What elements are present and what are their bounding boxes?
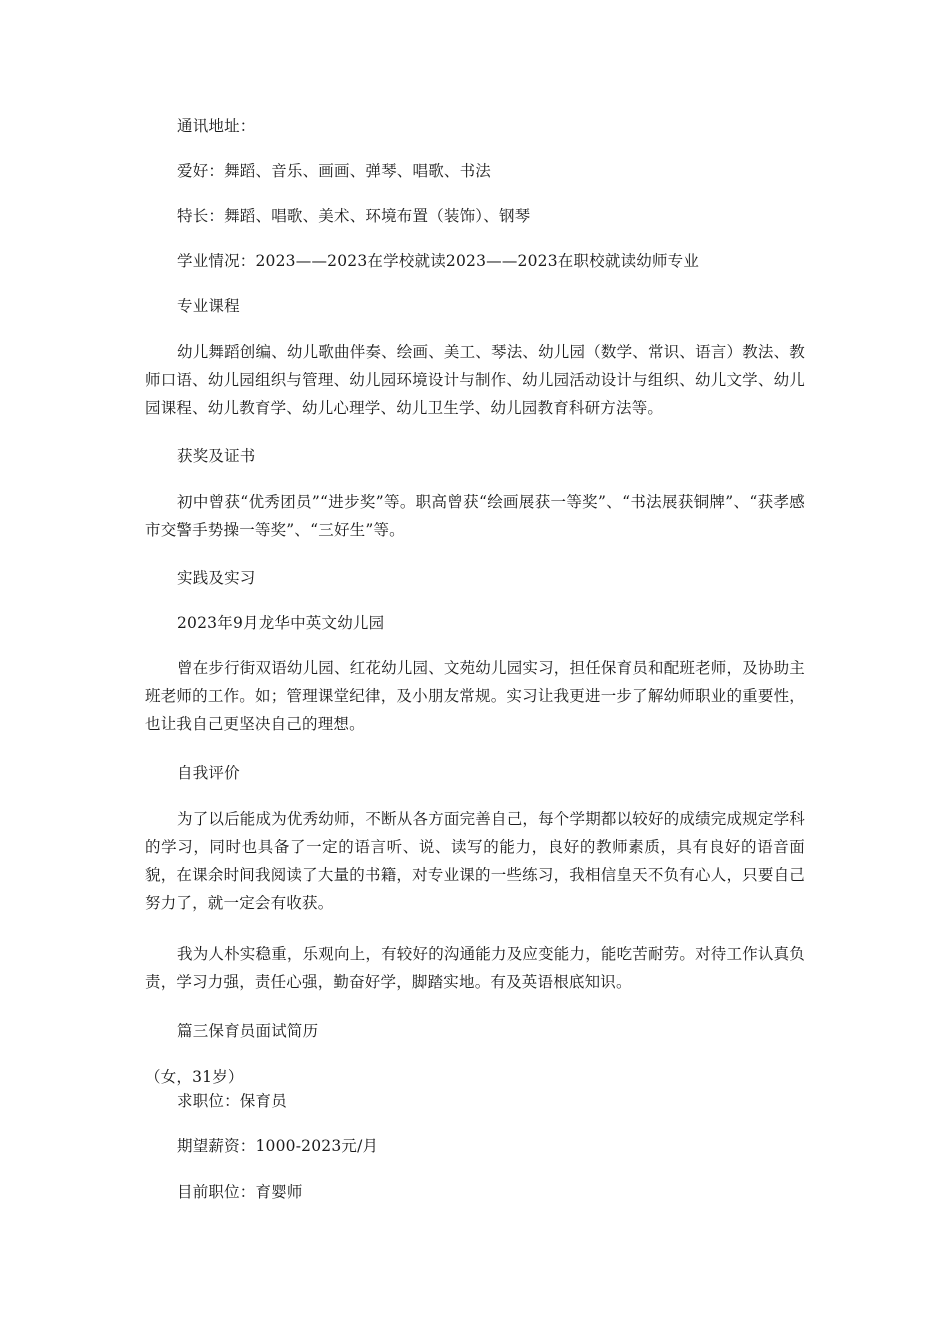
education-history: 学业情况：2023——2023在学校就读2023——2023在职校就读幼师专业 (177, 252, 700, 270)
section-heading-self-evaluation: 自我评价 (177, 764, 240, 782)
mailing-address: 通讯地址： (177, 117, 256, 135)
hobbies: 爱好：舞蹈、音乐、画画、弹琴、唱歌、书法 (177, 162, 492, 180)
internship-date: 2023年9月龙华中英文幼儿园 (177, 614, 385, 632)
applicant-info: （女，31岁） (145, 1068, 244, 1086)
desired-position: 求职位：保育员 (177, 1092, 287, 1110)
self-evaluation-text-1: 为了以后能成为优秀幼师，不断从各方面完善自己，每个学期都以较好的成绩完成规定学科的学习，同时也具备了一定的语言听、说、读写的能力，良好的教师素质，具有良好的语音面貌，在课余时间我阅读了大量的书籍，对专业课的一些练习，我相信皇天不负有心人，只要自己努力了，就一定会有收获。 (145, 810, 806, 912)
current-position: 目前职位：育婴师 (177, 1183, 303, 1201)
specialties: 特长：舞蹈、唱歌、美术、环境布置（装饰）、钢琴 (177, 207, 531, 225)
section-heading-courses: 专业课程 (177, 297, 240, 315)
section-heading-awards: 获奖及证书 (177, 447, 256, 465)
resume-heading: 篇三保育员面试简历 (177, 1022, 319, 1040)
internship-text: 曾在步行街双语幼儿园、红花幼儿园、文苑幼儿园实习，担任保育员和配班老师，及协助主班老师的工作。如；管理课堂纪律，及小朋友常规。实习让我更进一步了解幼师职业的重要性，也让我自己更坚决自己的理想。 (145, 659, 806, 733)
courses-text: 幼儿舞蹈创编、幼儿歌曲伴奏、绘画、美工、琴法、幼儿园（数学、常识、语言）教法、教师口语、幼儿园组织与管理、幼儿园环境设计与制作、幼儿园活动设计与组织、幼儿文学、幼儿园课程、幼儿教育学、幼儿心理学、幼儿卫生学、幼儿园教育科研方法等。 (145, 343, 806, 417)
self-evaluation-text-2: 我为人朴实稳重，乐观向上，有较好的沟通能力及应变能力，能吃苦耐劳。对待工作认真负责，学习力强，责任心强，勤奋好学，脚踏实地。有及英语根底知识。 (145, 945, 806, 991)
expected-salary: 期望薪资：1000-2023元/月 (177, 1137, 379, 1155)
section-heading-practice: 实践及实习 (177, 569, 256, 587)
awards-text: 初中曾获“优秀团员”“进步奖”等。职高曾获“绘画展获一等奖”、“书法展获铜牌”、“获孝感市交警手势操一等奖”、“三好生”等。 (145, 493, 805, 539)
